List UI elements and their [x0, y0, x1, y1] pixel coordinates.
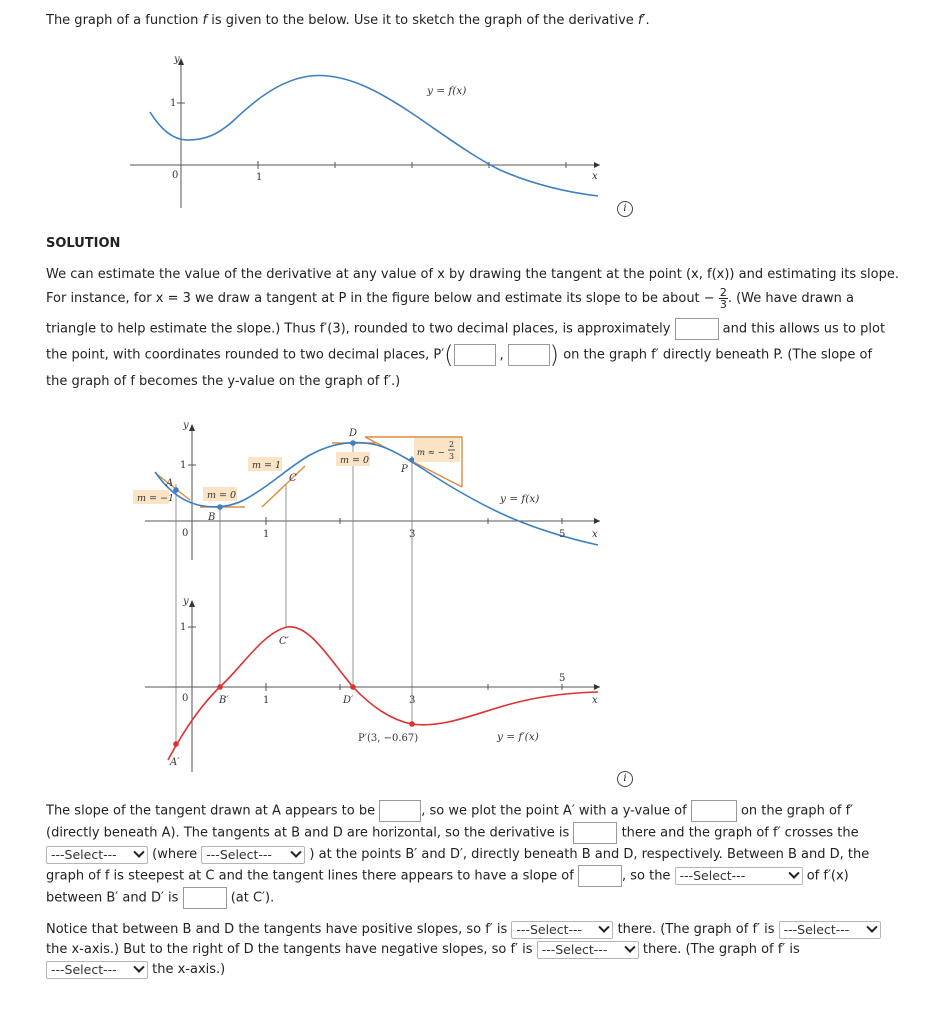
para2-line-1: [46, 800, 853, 823]
select-text: ---Select---: [783, 921, 850, 937]
point-D-prime: [350, 684, 356, 690]
para-text: the x-axis.) But to the right of D the tangents have negative slopes, so f′ is: [46, 942, 533, 957]
A-prime-y-input[interactable]: [691, 800, 737, 822]
prompt-f: f: [202, 13, 208, 28]
fraction-two-thirds: [719, 287, 728, 310]
para3-line-1: [46, 920, 881, 940]
y-axis-label: y: [183, 420, 189, 431]
pprime-y-input[interactable]: [508, 344, 550, 366]
para3-line-3: [46, 960, 225, 980]
x-axis-label: x: [592, 171, 598, 182]
position-select-1[interactable]: [779, 921, 881, 939]
label-B-prime: B′: [219, 695, 229, 706]
chevron-down-icon: [866, 921, 877, 932]
point-P-prime: [409, 721, 415, 727]
point-A: [173, 487, 179, 493]
para2-line-3: [46, 844, 869, 866]
solution-heading: SOLUTION: [46, 236, 121, 251]
slope-label-D: m = 0: [340, 455, 370, 466]
para-text: , so the: [621, 868, 671, 884]
para-text: (at C′).: [230, 890, 275, 906]
slope-label-A: m = −1: [137, 493, 175, 504]
chevron-down-icon: [133, 846, 144, 857]
prompt-period: .: [645, 13, 650, 28]
prompt-f-prime: f′: [637, 13, 646, 28]
label-B: B: [208, 512, 216, 523]
para2-line-4: [46, 865, 849, 888]
x-tick-label: 1: [256, 172, 263, 183]
para-text: there. (The graph of f′ is: [617, 922, 775, 937]
solution-text: For instance, for x = 3 we draw a tangent at P in the figure below and estimate its slope to be about −: [46, 291, 715, 306]
slope-A-input[interactable]: [379, 800, 421, 822]
x-axis-label: x: [592, 695, 598, 706]
x-axis-arrow: [594, 684, 600, 690]
x-tick-label: 5: [559, 673, 566, 684]
para2-line-2: [46, 822, 859, 845]
point-P: [409, 457, 415, 463]
para-text: graph of f is steepest at C and the tangent lines there appears to have a slope of: [46, 868, 574, 884]
sign-select-1[interactable]: [511, 921, 613, 939]
extremum-select[interactable]: [675, 867, 803, 885]
fprime-3-input[interactable]: [675, 318, 719, 340]
x-tick-label: 3: [409, 695, 416, 706]
x-axis-label: x: [592, 529, 598, 540]
para-text: (directly beneath A). The tangents at B and D are horizontal, so the derivative is: [46, 825, 570, 841]
select-text: ---Select---: [206, 846, 272, 862]
axis-select-1[interactable]: [46, 846, 148, 864]
para-text: there. (The graph of f′ is: [642, 942, 800, 957]
label-P: P: [401, 464, 408, 475]
solution-line-3: [46, 318, 885, 341]
slope-label-C: m = 1: [252, 460, 282, 471]
curve-label-fprime: y = f′(x): [497, 731, 539, 743]
solution-text: . (We have drawn a: [727, 291, 854, 306]
y-axis-arrow: [189, 600, 195, 607]
slope-C-input[interactable]: [578, 865, 622, 887]
select-text: ---Select---: [51, 846, 117, 862]
select-text: ---Select---: [541, 941, 608, 957]
frac-den: 3: [719, 298, 727, 311]
label-D-prime: D′: [343, 695, 354, 706]
para-text: the x-axis.): [152, 962, 226, 977]
point-B: [217, 504, 223, 510]
chevron-down-icon: [624, 941, 635, 952]
para3-line-2: [46, 940, 800, 960]
position-select-2[interactable]: [46, 961, 148, 979]
y-axis-label: y: [174, 54, 180, 65]
f-curve: [150, 75, 598, 196]
x-tick-label: 1: [263, 695, 270, 706]
point-B-prime: [217, 684, 223, 690]
graph-f: [120, 50, 620, 220]
x-tick-label: 1: [263, 529, 270, 540]
y-axis-label: y: [183, 596, 189, 607]
comma: ,: [499, 347, 504, 363]
x-tick-label: 5: [559, 529, 566, 540]
origin-label: 0: [182, 693, 189, 704]
label-C-prime: C′: [279, 636, 289, 647]
para-text: there and the graph of f′ crosses the: [621, 825, 859, 841]
solution-line-1: We can estimate the value of the derivative at any value of x by drawing the tangent at the point (x, f(x)) and estimating its slope.: [46, 267, 899, 282]
point-A-prime: [173, 741, 179, 747]
paren-open: (: [444, 341, 454, 369]
x-axis-arrow: [594, 162, 600, 168]
tangent-C: [262, 466, 305, 507]
derivative-BD-input[interactable]: [573, 822, 617, 844]
label-A-prime: A′: [170, 757, 180, 768]
slope-label-P-den: 3: [449, 452, 455, 461]
origin-label: 0: [182, 528, 189, 539]
solution-text: triangle to help estimate the slope.) Thus f′(3), rounded to two decimal places, is approximately: [46, 321, 671, 337]
para-text: between B′ and D′ is: [46, 890, 179, 906]
label-D: D: [349, 428, 358, 439]
chevron-down-icon: [788, 868, 799, 879]
para-text: on the graph of f′: [740, 803, 854, 819]
x-axis-arrow: [594, 518, 600, 524]
y-tick-label: 1: [180, 460, 187, 471]
label-C: C: [289, 473, 297, 484]
label-P-prime: P′(3, −0.67): [358, 733, 419, 744]
curve-label-f: y = f(x): [500, 493, 540, 505]
para2-line-5: [46, 887, 274, 910]
y-axis-arrow: [189, 424, 195, 431]
info-icon[interactable]: i: [617, 201, 633, 217]
solution-line-5: the graph of f becomes the y-value on the graph of f′.): [46, 374, 401, 389]
para-text: The slope of the tangent drawn at A appears to be: [46, 803, 376, 819]
chevron-down-icon: [599, 921, 610, 932]
question-prompt: [46, 12, 650, 30]
slope-label-P-num: 2: [449, 440, 455, 449]
chevron-down-icon: [291, 846, 302, 857]
y-tick-label: 1: [170, 98, 177, 109]
slope-label-P: m ≈ −: [417, 448, 445, 458]
chevron-down-icon: [133, 961, 144, 972]
select-text: ---Select---: [51, 961, 117, 977]
para-text: of f′(x): [806, 868, 849, 884]
para-text: ) at the points B′ and D′, directly beneath B and D, respectively. Between B and D, the: [309, 847, 870, 862]
condition-select[interactable]: [201, 846, 305, 864]
frac-num: 2: [719, 286, 727, 299]
solution-text: on the graph f′ directly beneath P. (The slope of: [563, 347, 873, 363]
point-D: [350, 440, 356, 446]
prompt-text-2: is given to the below. Use it to sketch the graph of the derivative: [207, 13, 638, 28]
label-A: A: [166, 478, 174, 489]
para-text: , so we plot the point A′ with a y-value of: [421, 803, 687, 819]
y-tick-label: 1: [180, 622, 187, 633]
para-text: (where: [152, 847, 198, 862]
solution-text: and this allows us to plot: [722, 321, 886, 337]
paren-close: ): [549, 341, 560, 369]
x-tick-label: 3: [409, 529, 416, 540]
prompt-text: The graph of a function: [46, 13, 203, 28]
pprime-x-input[interactable]: [454, 344, 496, 366]
solution-line-4: [46, 341, 873, 369]
fprime-C-input[interactable]: [183, 887, 227, 909]
slope-label-B: m = 0: [207, 490, 237, 501]
info-icon[interactable]: i: [617, 771, 633, 787]
graph-f-and-fprime: [130, 415, 610, 775]
solution-text: the point, with coordinates rounded to two decimal places, P′: [46, 347, 445, 363]
solution-line-2: [46, 286, 854, 312]
para-text: Notice that between B and D the tangents have positive slopes, so f′ is: [46, 922, 508, 937]
origin-label: 0: [172, 170, 179, 181]
curve-label: y = f(x): [427, 85, 467, 97]
select-text: ---Select---: [516, 921, 583, 937]
select-text: ---Select---: [679, 868, 746, 883]
sign-select-2[interactable]: [537, 941, 639, 959]
